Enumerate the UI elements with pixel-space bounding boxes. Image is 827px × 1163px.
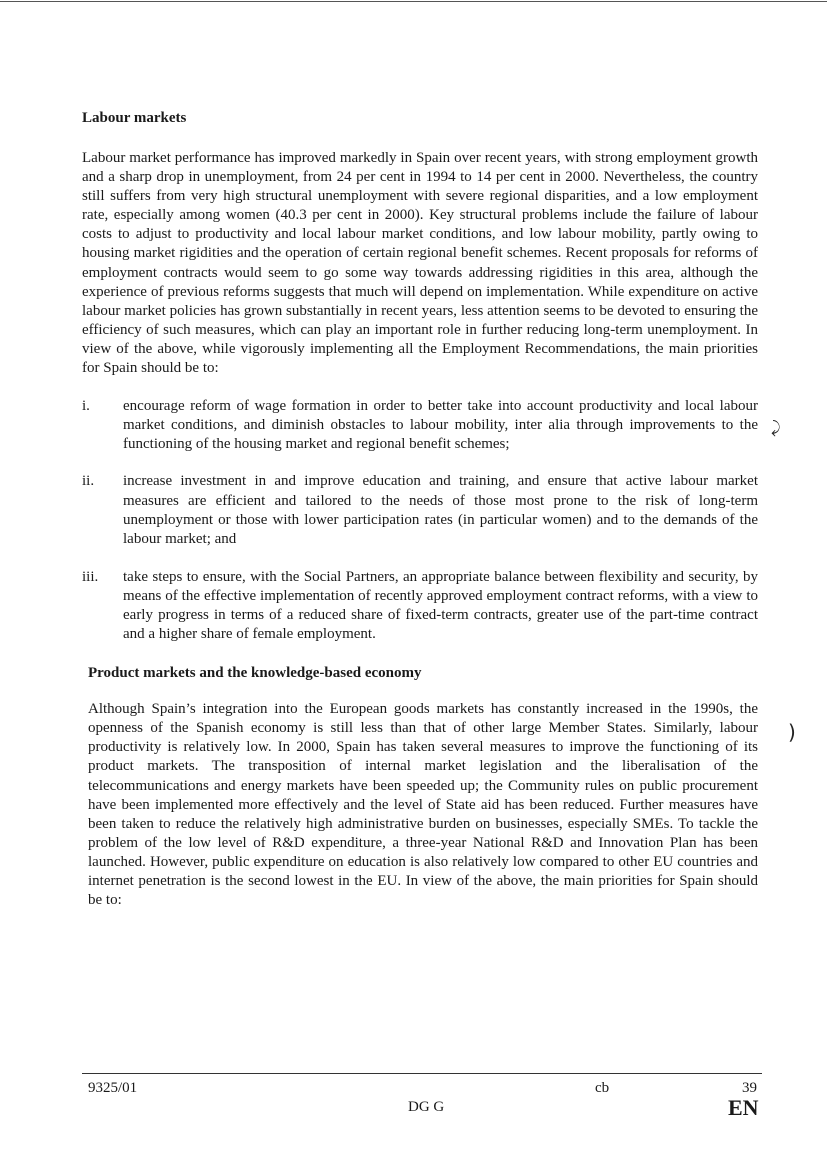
list-item-text: increase investment in and improve education and training, and ensure that active labour market measures are efficient and tailored to the needs of those most prone to the risk of long-term unemployment or those with lower participation rates (in particular women) and to the demands of the labour market; and (123, 473, 758, 547)
list-item (82, 472, 758, 548)
list-item-number: i. (82, 398, 90, 415)
footer-rule (82, 1073, 762, 1074)
priority-list-labour (82, 397, 758, 644)
paragraph-labour-markets: Labour market performance has improved markedly in Spain over recent years, with strong employment growth and a sharp drop in unemployment, from 24 per cent in 1994 to 14 per cent in 2000. Nevertheless, the country still suffers from very high structural unemployment with severe regional disparities, and a low employment rate, especially among women (40.3 per cent in 2000). Key structural problems include the failure of labour costs to adjust to productivity and local labour market conditions, and low labour mobility, partly owing to housing market rigidities and the operation of certain regional benefit schemes. Recent proposals for reforms of employment contracts would seem to go some way towards addressing rigidities in this area, although the experience of previous reforms suggests that much will depend on implementation. While expenditure on active labour market policies has grown substantially in recent years, less attention seems to be devoted to ensuring the efficiency of such measures, which can play an important role in further reducing long-term unemployment. In view of the above, while vigorously implementing all the Employment Recommendations, the main priorities for Spain should be to: (82, 150, 758, 377)
list-item-text: encourage reform of wage formation in order to better take into account productivity and local labour market conditions, and diminish obstacles to labour mobility, inter alia through improvements to the functioning of the housing market and regional benefit schemes; (123, 398, 758, 453)
document-page (82, 108, 758, 910)
footer-language-code: EN (728, 1095, 759, 1120)
footer-page-number: 39 (742, 1080, 757, 1096)
margin-scan-mark-icon: ⤸ (771, 418, 781, 437)
margin-bracket-mark-icon: ) (788, 720, 796, 744)
list-item-number: iii. (82, 568, 99, 585)
section-heading-labour-markets: Labour markets (82, 110, 187, 126)
list-item (82, 568, 758, 644)
footer-department: DG G (408, 1099, 445, 1115)
list-item (82, 397, 758, 454)
paragraph-product-markets: Although Spain’s integration into the European goods markets has constantly increased in the 1990s, the openness of the Spanish economy is still less than that of other large Member States. Similarly, labour productivity is relatively low. In 2000, Spain has taken several measures to improve the functioning of its product markets. The transposition of internal market legislation and the liberalisation of the telecommunications and energy markets have been speeded up; the Community rules on public procurement have been implemented more effectively and the level of State aid has been reduced. Further measures have been taken to reduce the relatively high administrative burden on businesses, especially SMEs. To tackle the problem of the low level of R&D expenditure, a three-year National R&D and Innovation Plan has been launched. However, public expenditure on education is also relatively low compared to other EU countries and internet penetration is the second lowest in the EU. In view of the above, the main priorities for Spain should be to: (88, 701, 758, 909)
list-item-number: ii. (82, 473, 95, 490)
section-heading-product-markets: Product markets and the knowledge-based economy (88, 665, 422, 682)
list-item-text: take steps to ensure, with the Social Partners, an appropriate balance between flexibility and security, by means of the effective implementation of recently approved employment contract reforms, with a view to early progress in terms of a reduced share of fixed-term contracts, greater use of the part-time contract and a higher share of female employment. (123, 568, 758, 643)
page-top-rule (0, 1, 827, 2)
footer-document-code: 9325/01 (88, 1080, 138, 1096)
footer-initials: cb (595, 1080, 610, 1096)
